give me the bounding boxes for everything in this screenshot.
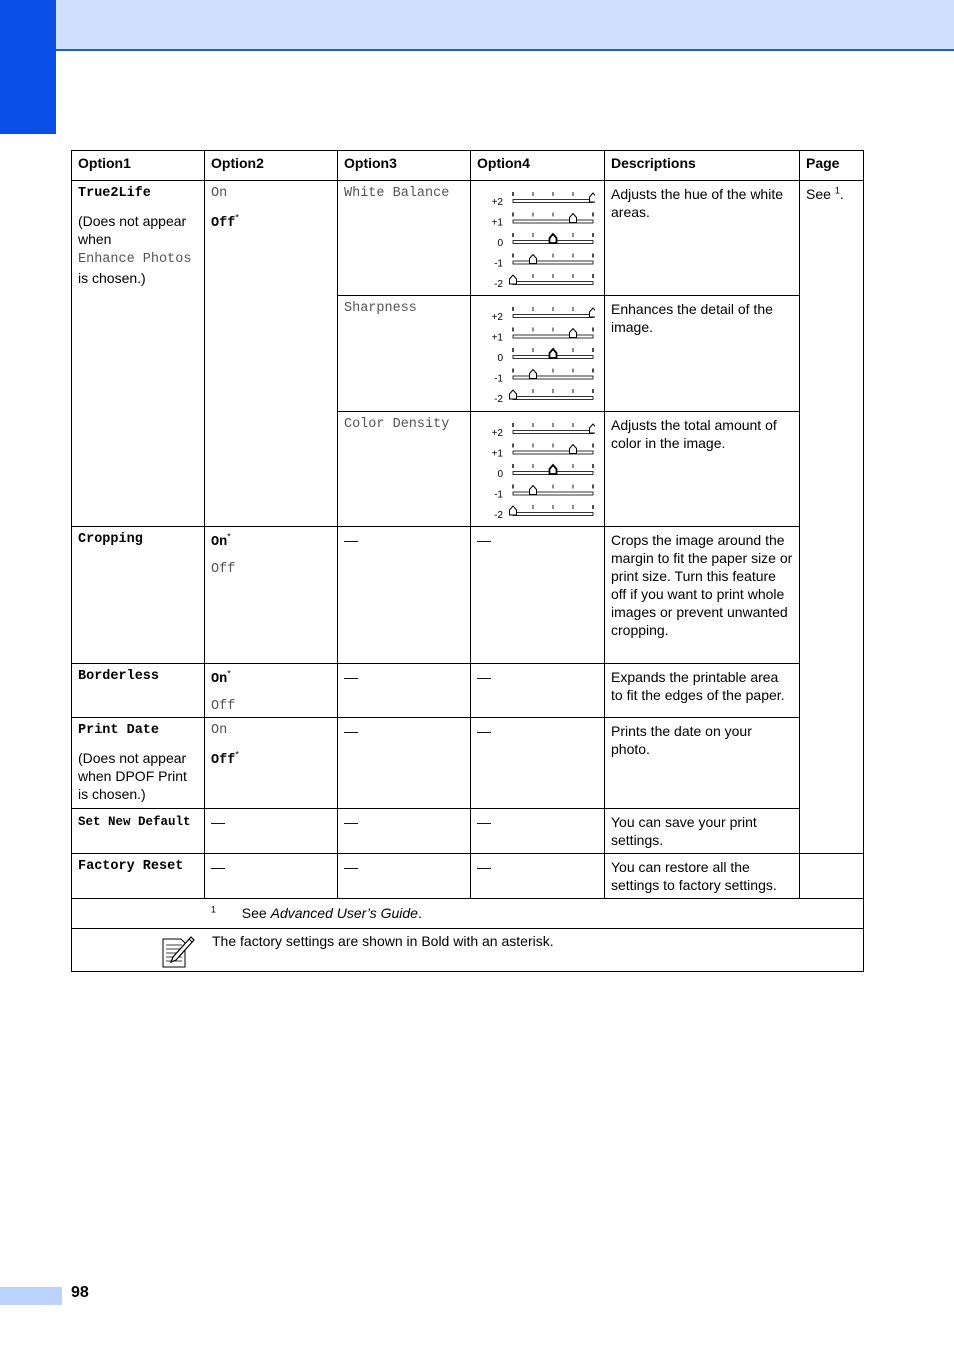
true2life-option1-cell bbox=[72, 181, 205, 527]
page-empty bbox=[800, 854, 864, 899]
option3-dash: — bbox=[338, 664, 471, 718]
svg-text:-2: -2 bbox=[494, 279, 503, 289]
description-cell: Adjusts the total amount of color in the image. bbox=[605, 412, 800, 527]
table-row bbox=[72, 664, 864, 718]
header-band bbox=[0, 0, 954, 51]
svg-text:-1: -1 bbox=[494, 258, 503, 270]
option2-dash: — bbox=[205, 854, 338, 899]
table-row bbox=[72, 181, 864, 296]
page-number-tab bbox=[0, 1287, 62, 1305]
option-off: Off bbox=[211, 562, 236, 577]
table-row bbox=[72, 854, 864, 899]
option-on: On bbox=[211, 723, 228, 738]
svg-text:-1: -1 bbox=[494, 373, 503, 385]
svg-text:0: 0 bbox=[497, 238, 503, 249]
option4-cell bbox=[471, 296, 605, 412]
cropping-options bbox=[205, 527, 338, 664]
true2life-label: True2Life bbox=[78, 186, 151, 201]
option2-dash: — bbox=[205, 809, 338, 854]
svg-text:+1: +1 bbox=[491, 448, 503, 460]
factory-reset-label: Factory Reset bbox=[72, 854, 205, 899]
option-on-default: On* bbox=[211, 531, 231, 550]
borderless-options bbox=[205, 664, 338, 718]
svg-text:-2: -2 bbox=[494, 510, 503, 520]
description-cell: You can save your print settings. bbox=[605, 809, 800, 854]
description-cell: Adjusts the hue of the white areas. bbox=[605, 181, 800, 296]
table-row bbox=[72, 718, 864, 809]
print-date-label: Print Date (Does not appear when DPOF Print is chosen.) bbox=[72, 718, 205, 809]
level-slider-icon bbox=[483, 418, 595, 520]
description-cell: Crops the image around the margin to fit the paper size or print size. Turn this feature off if you want to print whole images or prevent unwanted cropping. bbox=[605, 527, 800, 664]
option3-cell: White Balance bbox=[338, 181, 471, 296]
table-row bbox=[72, 527, 864, 664]
option4-dash: — bbox=[471, 527, 605, 664]
option4-dash: — bbox=[471, 664, 605, 718]
option3-dash: — bbox=[338, 527, 471, 664]
svg-text:+2: +2 bbox=[491, 312, 503, 323]
option-off-default: Off* bbox=[211, 212, 239, 231]
option-on-default: On* bbox=[211, 668, 231, 687]
option4-cell bbox=[471, 412, 605, 527]
header-option3: Option3 bbox=[338, 151, 471, 181]
svg-text:+2: +2 bbox=[491, 428, 503, 439]
chapter-tab bbox=[0, 0, 56, 134]
header-descriptions: Descriptions bbox=[605, 151, 800, 181]
note-row bbox=[72, 929, 864, 972]
header-page: Page bbox=[800, 151, 864, 181]
borderless-label: Borderless bbox=[72, 664, 205, 718]
print-date-note: (Does not appear when DPOF Print is chosen.) bbox=[78, 750, 187, 802]
option4-dash: — bbox=[471, 718, 605, 809]
description-cell: You can restore all the settings to factory settings. bbox=[605, 854, 800, 899]
true2life-option2-cell bbox=[205, 181, 338, 527]
description-cell: Enhances the detail of the image. bbox=[605, 296, 800, 412]
header-option2: Option2 bbox=[205, 151, 338, 181]
header-option1: Option1 bbox=[72, 151, 205, 181]
option-off: Off bbox=[211, 699, 236, 714]
set-new-default-label: Set New Default bbox=[72, 809, 205, 854]
option4-dash: — bbox=[471, 854, 605, 899]
option3-dash: — bbox=[338, 809, 471, 854]
option3-dash: — bbox=[338, 718, 471, 809]
note-pencil-icon bbox=[160, 934, 196, 970]
table-row bbox=[72, 809, 864, 854]
page-number: 98 bbox=[71, 1284, 89, 1301]
level-slider-icon bbox=[483, 187, 595, 289]
option-off-default: Off* bbox=[211, 749, 239, 768]
footnote-row bbox=[72, 899, 864, 929]
true2life-note: (Does not appear when Enhance Photos is chosen.) bbox=[78, 213, 192, 286]
header-option4: Option4 bbox=[471, 151, 605, 181]
svg-text:+2: +2 bbox=[491, 197, 503, 208]
description-cell: Prints the date on your photo. bbox=[605, 718, 800, 809]
page-cell: See $^1$. bbox=[800, 181, 864, 854]
table-header-row bbox=[72, 151, 864, 181]
description-cell: Expands the printable area to fit the edges of the paper. bbox=[605, 664, 800, 718]
svg-text:+1: +1 bbox=[491, 332, 503, 344]
option3-dash: — bbox=[338, 854, 471, 899]
option3-cell: Color Density bbox=[338, 412, 471, 527]
guide-title: Advanced User’s Guide bbox=[270, 905, 418, 921]
cropping-label: Cropping bbox=[72, 527, 205, 664]
note-text: The factory settings are shown in Bold with an asterisk. bbox=[212, 933, 554, 949]
svg-text:+1: +1 bbox=[491, 217, 503, 229]
settings-table bbox=[71, 150, 864, 972]
option4-cell bbox=[471, 181, 605, 296]
option3-cell: Sharpness bbox=[338, 296, 471, 412]
svg-text:-1: -1 bbox=[494, 489, 503, 501]
svg-text:-2: -2 bbox=[494, 394, 503, 404]
footnote-marker: 1 bbox=[211, 904, 217, 915]
level-slider-icon bbox=[483, 302, 595, 404]
option4-dash: — bbox=[471, 809, 605, 854]
footnote: $^1$ See Advanced User’s Guide. bbox=[72, 899, 864, 929]
print-date-options bbox=[205, 718, 338, 809]
svg-text:0: 0 bbox=[497, 353, 503, 364]
svg-text:0: 0 bbox=[497, 469, 503, 480]
note-cell bbox=[72, 929, 864, 972]
option-on: On bbox=[211, 186, 228, 201]
